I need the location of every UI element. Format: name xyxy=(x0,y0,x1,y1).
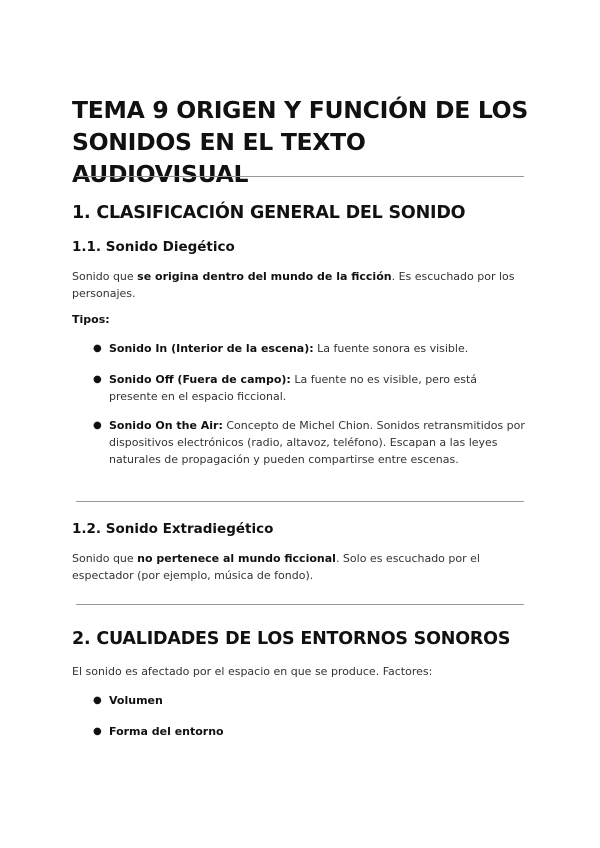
tipos-label-text: Tipos: xyxy=(72,313,110,326)
list-item-desc: Concepto de Michel Chion. Sonidos retransmitidos por dispositivos electrónicos (radio, altavoz, teléfono). Escapan a las leyes naturales de propagación y pueden compartirse entre escenas. xyxy=(109,419,525,466)
divider-1 xyxy=(76,176,524,177)
bullet-icon: ● xyxy=(93,695,102,706)
list-item-text xyxy=(109,723,528,740)
list-item-text xyxy=(109,692,528,709)
bullet-icon: ● xyxy=(93,343,102,354)
title-line-1: TEMA 9 ORIGEN Y FUNCIÓN DE LOS xyxy=(72,96,528,124)
section-2-paragraph: El sonido es afectado por el espacio en que se produce. Factores: xyxy=(72,665,433,678)
list-item-desc: La fuente sonora es visible. xyxy=(313,342,469,355)
list-item-term: Volumen xyxy=(109,694,163,707)
list-item-text xyxy=(109,340,528,357)
para-text: Sonido que xyxy=(72,552,138,565)
title-line-2: SONIDOS EN EL TEXTO AUDIOVISUAL xyxy=(72,128,366,188)
bullet-icon: ● xyxy=(93,374,102,385)
para-text: . Solo es escuchado por el espectador (por ejemplo, música de fondo). xyxy=(72,552,480,582)
para-emphasis: no pertenece al mundo ficcional xyxy=(137,552,336,565)
list-item-term: Sonido Off (Fuera de campo): xyxy=(109,373,291,386)
subsection-1-2-heading: 1.2. Sonido Extradiegético xyxy=(72,521,274,537)
list-item-text xyxy=(109,371,528,405)
bullet-icon: ● xyxy=(93,420,102,431)
tipos-label xyxy=(72,311,522,328)
section-1-heading: 1. CLASIFICACIÓN GENERAL DEL SONIDO xyxy=(72,203,466,223)
list-item-term: Sonido In (Interior de la escena): xyxy=(109,342,314,355)
bullet-icon: ● xyxy=(93,726,102,737)
divider-3 xyxy=(76,604,524,605)
list-item-desc: La fuente no es visible, pero está presente en el espacio ficcional. xyxy=(109,373,478,403)
list-item-text xyxy=(109,417,528,468)
para-text: . Es escuchado por los personajes. xyxy=(72,270,515,300)
section-2-heading: 2. CUALIDADES DE LOS ENTORNOS SONOROS xyxy=(72,629,511,649)
subsection-1-1-paragraph xyxy=(72,268,522,302)
divider-2 xyxy=(76,501,524,502)
subsection-1-1-heading: 1.1. Sonido Diegético xyxy=(72,239,235,255)
para-text: Sonido que xyxy=(72,270,138,283)
para-emphasis: se origina dentro del mundo de la ficción xyxy=(137,270,392,283)
list-item-term: Sonido On the Air: xyxy=(109,419,223,432)
list-item-term: Forma del entorno xyxy=(109,725,224,738)
subsection-1-2-paragraph xyxy=(72,550,522,584)
